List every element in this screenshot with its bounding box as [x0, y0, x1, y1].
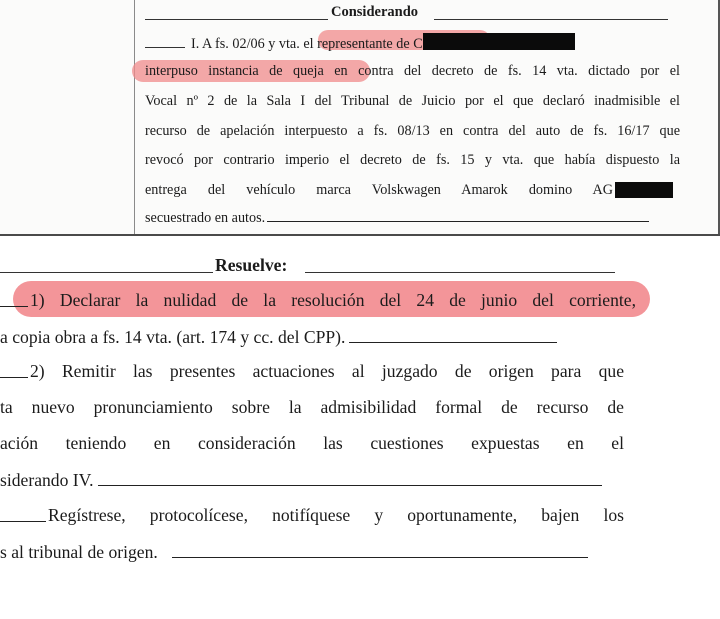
fill-rule	[172, 541, 588, 558]
paragraph-line: I. A fs. 02/06 y vta. el representante de C	[145, 33, 680, 52]
heading-rule	[145, 19, 328, 20]
fill-rule	[0, 290, 28, 307]
heading-rule	[305, 272, 615, 273]
section-divider	[0, 234, 720, 236]
resolution-line: s al tribunal de origen.	[0, 541, 640, 562]
paragraph-line: revocó por contrario imperio el decreto de fs. 15 y vta. que había dispuesto la	[145, 152, 680, 168]
redacted-plate	[615, 182, 673, 198]
page-edge-rule	[134, 0, 135, 236]
resolution-line: Regístrese, protocolícese, notifíquese y oportunamente, bajen los	[0, 505, 640, 526]
paragraph-line: Vocal nº 2 de la Sala I del Tribunal de Juicio por el que declaró inadmisible el	[145, 93, 680, 109]
paragraph-line: recurso de apelación interpuesto a fs. 08/13 en contra del auto de fs. 16/17 que	[145, 123, 680, 139]
paragraph-line: interpuso instancia de queja en contra del decreto de fs. 14 vta. dictado por el	[145, 63, 680, 79]
resolution-line: ación teniendo en consideración las cuestiones expuestas en el	[0, 433, 624, 453]
considerando-section	[0, 0, 720, 236]
fill-rule	[267, 209, 649, 222]
resolution-line: 2) Remitir las presentes actuaciones al juzgado de origen para que	[0, 361, 640, 382]
fill-rule	[349, 326, 557, 343]
fill-rule	[98, 469, 602, 486]
resolution-line: ta nuevo pronunciamiento sobre la admisibilidad formal de recurso de	[0, 397, 624, 417]
fill-rule	[145, 35, 185, 48]
heading-text: Resuelve:	[215, 255, 288, 275]
heading-text: Considerando	[331, 4, 419, 20]
resolution-line: a copia obra a fs. 14 vta. (art. 174 y cc. del CPP).	[0, 326, 640, 347]
fill-rule	[0, 361, 28, 378]
fill-rule	[0, 505, 46, 522]
redacted-name	[423, 33, 575, 50]
paragraph-line: secuestrado en autos.	[145, 209, 680, 226]
paragraph-line: entrega del vehículo marca Volskwagen Amarok domino AG	[145, 182, 680, 200]
heading-rule	[0, 272, 213, 273]
heading-rule	[434, 19, 668, 20]
resolution-line: siderando IV.	[0, 469, 640, 490]
resolution-line: 1) Declarar la nulidad de la resolución del 24 de junio del corriente,	[0, 290, 640, 311]
